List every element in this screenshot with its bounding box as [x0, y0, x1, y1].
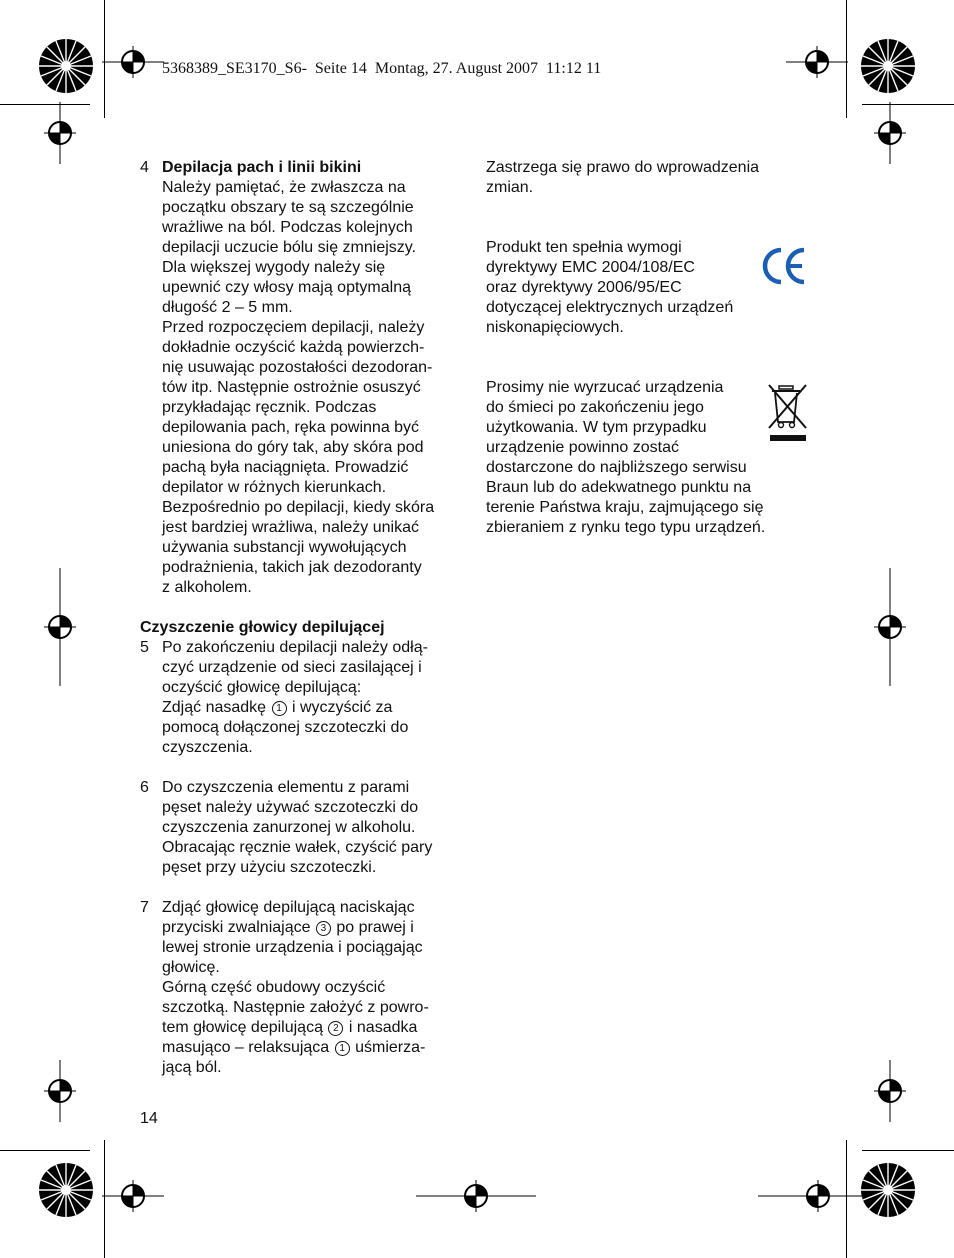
registration-mark-icon: [102, 46, 164, 78]
text-line: oczyścić głowicę depilującą:: [162, 679, 362, 696]
color-bar-wheel-icon: [38, 1162, 94, 1218]
text-line: jest bardziej wrażliwa, należy unikać: [162, 519, 419, 536]
text-line: urządzenie powinno zostać: [486, 439, 680, 456]
registration-mark-icon: [102, 1180, 164, 1212]
part-number-badge: 1: [335, 1041, 350, 1056]
text-line: Obracając ręcznie wałek, czyścić pary: [162, 839, 433, 856]
instruction-item-6: [140, 778, 470, 878]
text-line: długość 2 – 5 mm.: [162, 299, 293, 316]
registration-mark-icon: [874, 568, 906, 686]
text-line: Zdjąć głowicę depilującą naciskając: [162, 899, 415, 916]
item-number: 6: [140, 779, 149, 796]
text-line: użytkowania. W tym przypadku: [486, 419, 707, 436]
text-line: Górną część obudowy oczyścić: [162, 979, 386, 996]
text-line: pachą była naciągnięta. Prowadzić: [162, 459, 409, 476]
text-line: Dla większej wygody należy się: [162, 259, 386, 276]
text-line: Produkt ten spełnia wymogi: [486, 239, 682, 256]
text-line: niskonapięciowych.: [486, 319, 624, 336]
part-number-badge: 2: [328, 1021, 343, 1036]
text-line: terenie Państwa kraju, zajmującego się: [486, 499, 764, 516]
part-number-badge: 1: [272, 701, 287, 716]
reservation-note: [486, 158, 816, 198]
registration-mark-icon: [44, 1060, 76, 1122]
text-line: czyszczenia zanurzonej w alkoholu.: [162, 819, 416, 836]
text-line: zbieraniem z rynku tego typu urządzeń.: [486, 519, 766, 536]
ce-mark-icon: [760, 244, 808, 288]
registration-mark-icon: [874, 102, 906, 164]
text-line: masująco – relaksująca 1 uśmierza-: [162, 1039, 426, 1056]
text-line: Po zakończeniu depilacji należy odłą-: [162, 639, 428, 656]
text-line: dotyczącej elektrycznych urządzeń: [486, 299, 734, 316]
instruction-item-4: [140, 158, 470, 598]
item-number: 4: [140, 159, 149, 176]
text-line: nię usuwając pozostałości dezodoran-: [162, 359, 433, 376]
text-line: głowicę.: [162, 959, 220, 976]
text-line: podrażnienia, takich jak dezodoranty: [162, 559, 422, 576]
registration-mark-icon: [44, 102, 76, 164]
page-number: 14: [140, 1110, 158, 1127]
text-line: Należy pamiętać, że zwłaszcza na: [162, 179, 406, 196]
text-line: tów itp. Następnie ostrożnie osuszyć: [162, 379, 421, 396]
text-line: przykładając ręcznik. Podczas: [162, 399, 377, 416]
text-line: z alkoholem.: [162, 579, 252, 596]
text-line: czyszczenia.: [162, 739, 253, 756]
text-line: depilacji uczucie bólu się zmniejszy.: [162, 239, 417, 256]
registration-mark-icon: [874, 1060, 906, 1122]
instruction-item-7: [140, 898, 470, 1078]
left-column: [140, 158, 470, 1078]
text-line: Zastrzega się prawo do wprowadzenia: [486, 159, 760, 176]
color-bar-wheel-icon: [860, 1162, 916, 1218]
text-line: do śmieci po zakończeniu jego: [486, 399, 704, 416]
text-line: Do czyszczenia elementu z parami: [162, 779, 410, 796]
text-line: lewej stronie urządzenia i pociągając: [162, 939, 423, 956]
section-heading: Czyszczenie głowicy depilującej: [140, 619, 385, 636]
color-bar-wheel-icon: [860, 38, 916, 94]
text-line: czyć urządzenie od sieci zasilającej i: [162, 659, 422, 676]
text-line: Prosimy nie wyrzucać urządzenia: [486, 379, 724, 396]
text-line: dyrektywy EMC 2004/108/EC: [486, 259, 695, 276]
registration-mark-icon: [416, 1180, 536, 1212]
item-number: 7: [140, 899, 149, 916]
text-line: oraz dyrektywy 2006/95/EC: [486, 279, 682, 296]
text-line: tem głowicę depilującą 2 i nasadka: [162, 1019, 418, 1036]
text-line: wrażliwe na ból. Podczas kolejnych: [162, 219, 413, 236]
text-line: uniesiona do góry tak, aby skóra pod: [162, 439, 424, 456]
text-line: zmian.: [486, 179, 534, 196]
crossed-out-wheelie-bin-icon: [766, 382, 810, 444]
registration-mark-icon: [786, 46, 848, 78]
text-line: Przed rozpoczęciem depilacji, należy: [162, 319, 425, 336]
color-bar-wheel-icon: [38, 38, 94, 94]
text-line: Zdjąć nasadkę 1 i wyczyścić za: [162, 699, 393, 716]
text-line: dokładnie oczyścić każdą powierzch-: [162, 339, 425, 356]
text-line: początku obszary te są szczególnie: [162, 199, 414, 216]
section-heading: Depilacja pach i linii bikini: [162, 159, 362, 176]
text-line: przyciski zwalniające 3 po prawej i: [162, 919, 414, 936]
registration-mark-icon: [44, 568, 76, 686]
part-number-badge: 3: [316, 921, 331, 936]
print-slug: 5368389_SE3170_S6- Seite 14 Montag, 27. August 2007 11:12 11: [162, 60, 602, 77]
text-line: depilowania pach, ręka powinna być: [162, 419, 420, 436]
instruction-item-5: [140, 638, 470, 758]
text-line: jącą ból.: [162, 1059, 222, 1076]
text-line: szczotką. Następnie założyć z powro-: [162, 999, 429, 1016]
text-line: depilator w różnych kierunkach.: [162, 479, 387, 496]
crop-mark: [862, 1150, 954, 1151]
text-line: Braun lub do adekwatnego punktu na: [486, 479, 752, 496]
text-line: upewnić czy włosy mają optymalną: [162, 279, 411, 296]
right-column: [486, 158, 816, 538]
text-line: Bezpośrednio po depilacji, kiedy skóra: [162, 499, 435, 516]
text-line: pęset przy użyciu szczoteczki.: [162, 859, 377, 876]
text-line: dostarczone do najbliższego serwisu: [486, 459, 747, 476]
crop-mark: [0, 1150, 90, 1151]
item-number: 5: [140, 639, 149, 656]
text-line: pęset należy używać szczoteczki do: [162, 799, 419, 816]
text-line: używania substancji wywołujących: [162, 539, 407, 556]
text-line: pomocą dołączonej szczoteczki do: [162, 719, 409, 736]
